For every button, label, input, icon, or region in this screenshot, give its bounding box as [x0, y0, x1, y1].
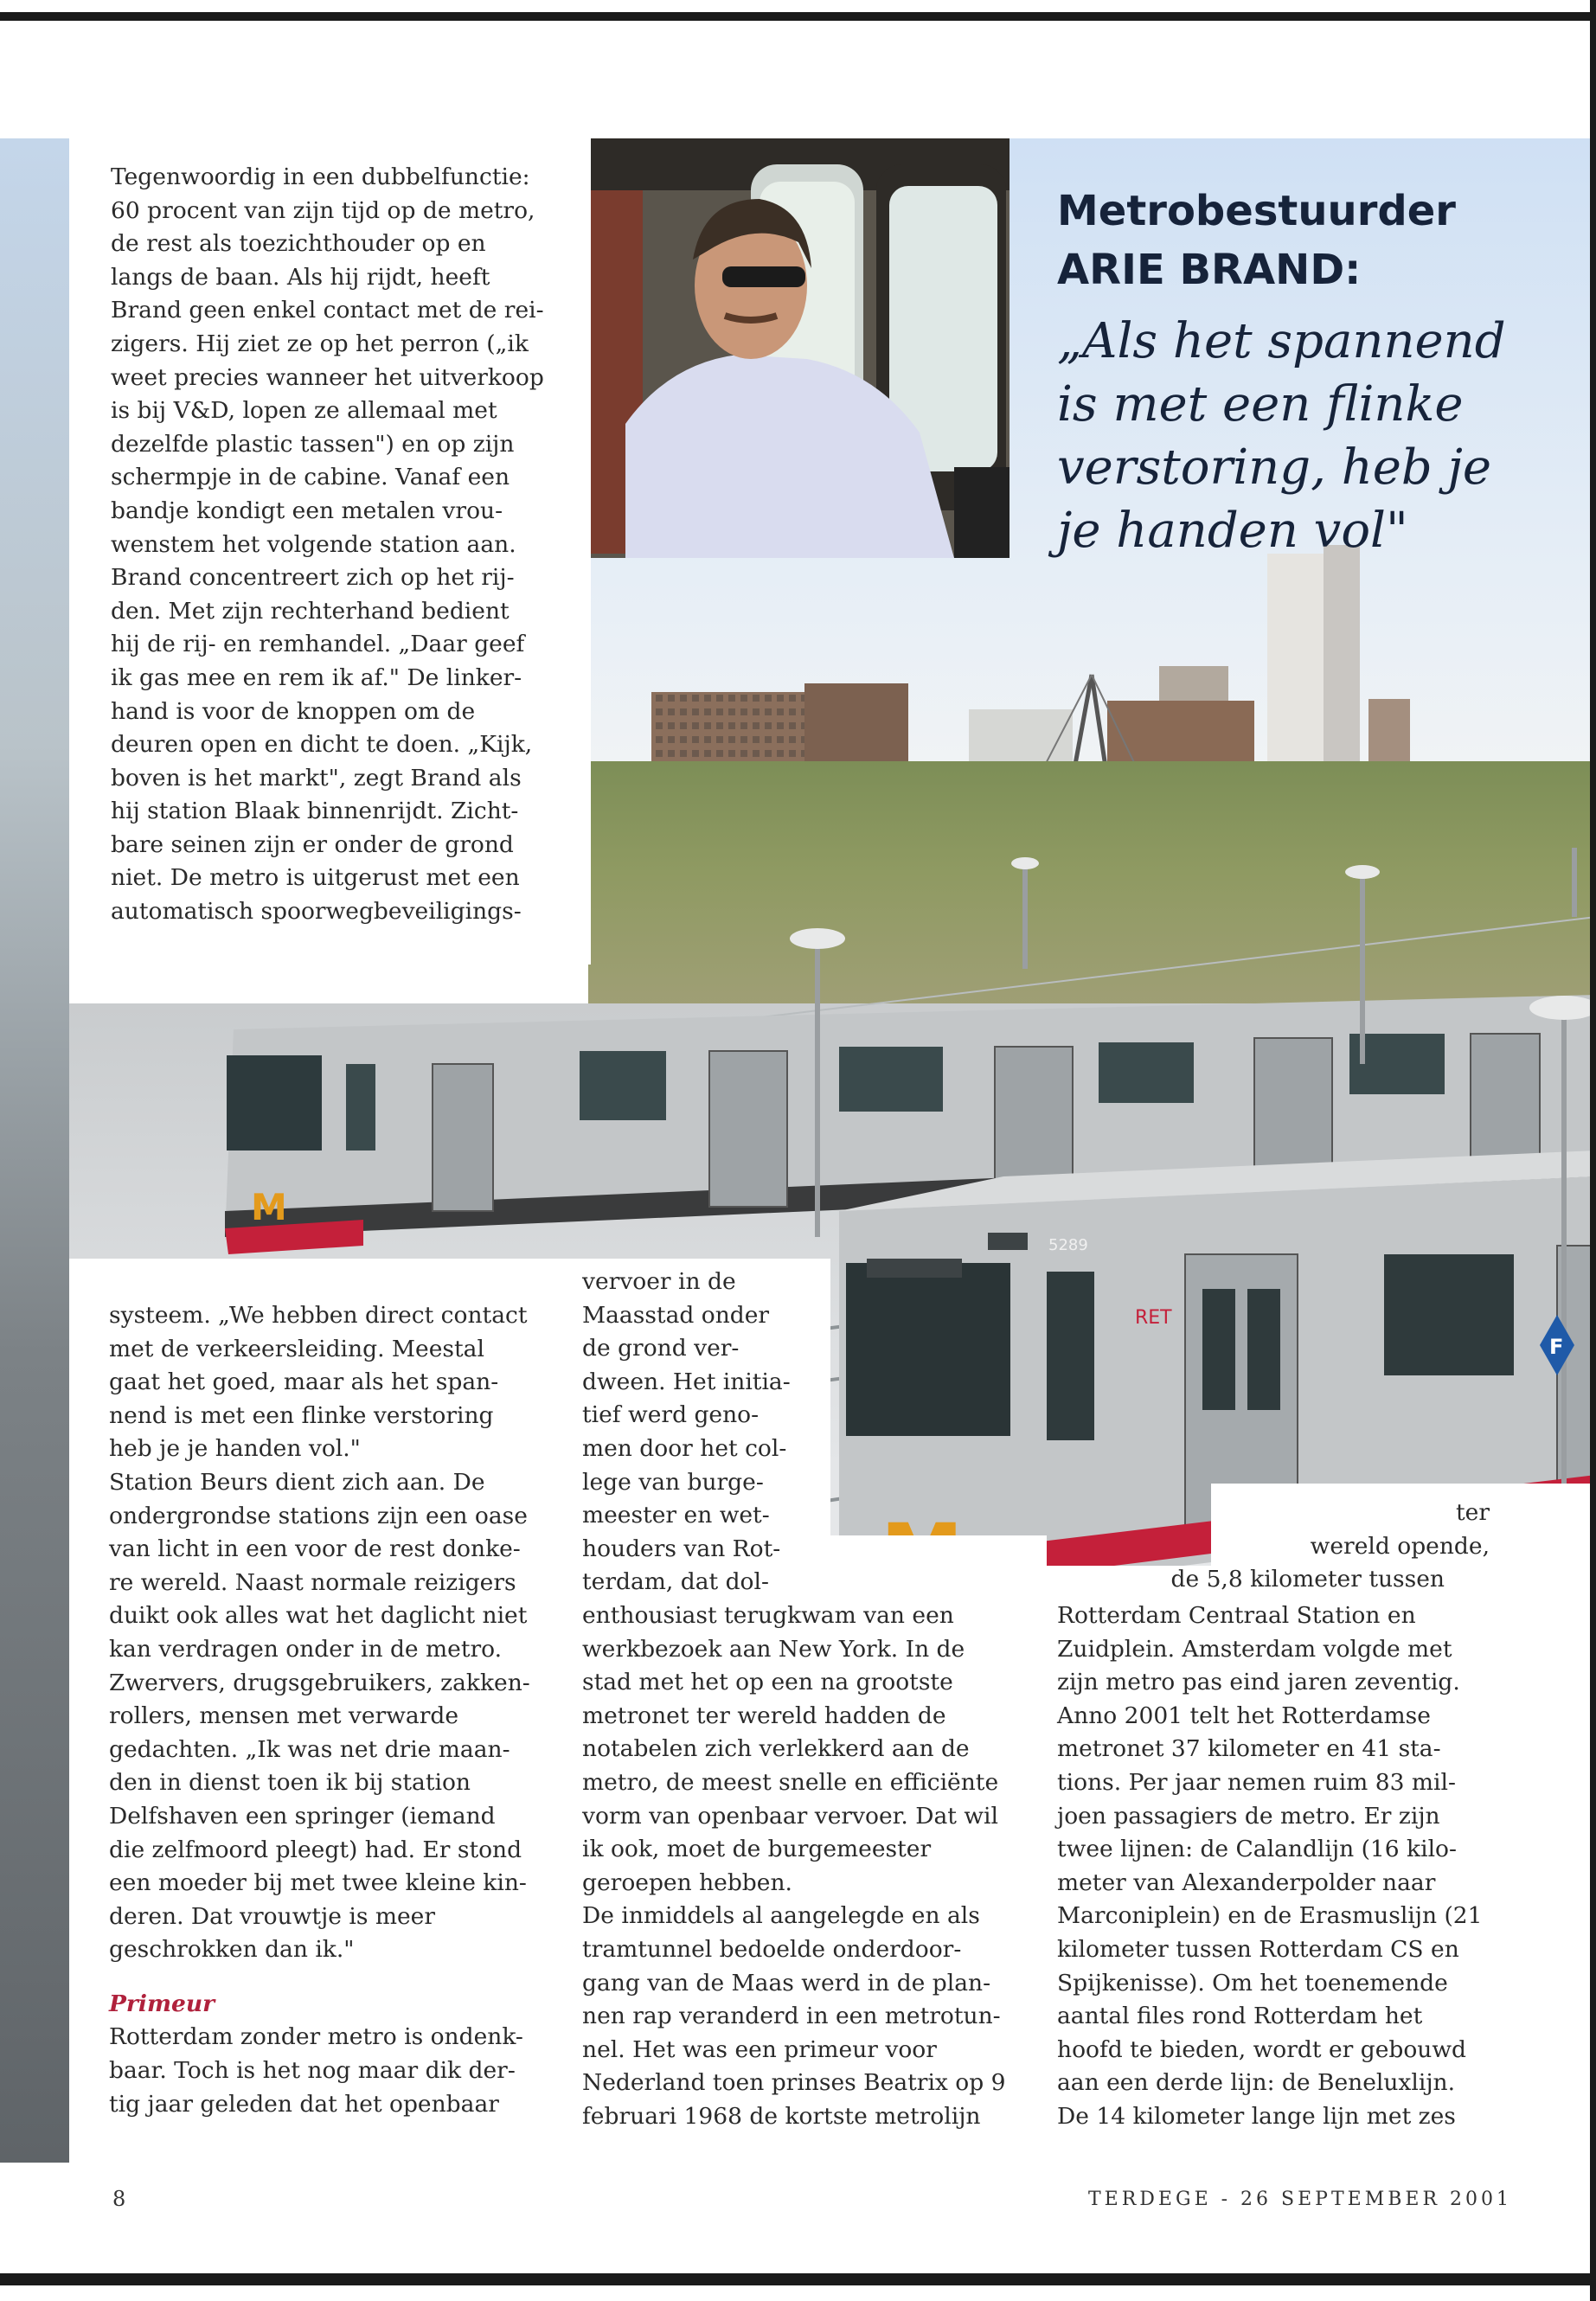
- text-line: houders van Rot-: [582, 1535, 781, 1562]
- text-line: notabelen zich verlekkerd aan de: [582, 1735, 970, 1763]
- text-line: De inmiddels al aangelegde en als: [582, 1902, 980, 1930]
- text-line: re wereld. Naast normale reizigers: [109, 1568, 516, 1596]
- text-line: Brand concentreert zich op het rij-: [111, 564, 515, 592]
- text-line: tig jaar geleden dat het openbaar: [109, 2090, 499, 2118]
- text-line: terdam, dat dol-: [582, 1568, 769, 1596]
- text-line: enthousiast terugkwam van een: [582, 1602, 954, 1629]
- text-line: baar. Toch is het nog maar dik der-: [109, 2057, 516, 2085]
- text-line: is bij V&D, lopen ze allemaal met: [111, 397, 497, 425]
- column-1: [109, 1299, 559, 2121]
- text-line: hij de rij- en remhandel. „Daar geef: [111, 631, 525, 658]
- text-line: lege van burge-: [582, 1468, 764, 1496]
- text-line: wereld opende,: [1310, 1532, 1490, 1560]
- text-line: meester en wet-: [582, 1502, 770, 1529]
- text-line: geroepen hebben.: [582, 1868, 792, 1896]
- text-line: Tegenwoordig in een dubbelfunctie:: [111, 163, 530, 190]
- text-line: Spijkenisse). Om het toenemende: [1057, 1969, 1448, 1997]
- text-line: ter: [1456, 1499, 1490, 1526]
- platform-sign-icon: [1540, 1315, 1574, 1375]
- text-line: gaat het goed, maar als het span-: [109, 1368, 499, 1396]
- text-line: kilometer tussen Rotterdam CS en: [1057, 1935, 1459, 1963]
- text-line: heb je je handen vol.": [109, 1435, 361, 1463]
- text-line: hoofd te bieden, wordt er gebouwd: [1057, 2035, 1467, 2063]
- text-line: Anno 2001 telt het Rotterdamse: [1057, 1702, 1431, 1729]
- top-rule: [0, 12, 1596, 21]
- text-line: Nederland toen prinses Beatrix op 9: [582, 2069, 1006, 2097]
- subhead-primeur: Primeur: [109, 1990, 215, 2017]
- text-line: weet precies wanneer het uitverkoop: [111, 363, 544, 391]
- text-line: Zwervers, drugsgebruikers, zakken-: [109, 1669, 530, 1696]
- text-line: gedachten. „Ik was net drie maan-: [109, 1735, 510, 1763]
- train-operator-mark: RET: [1135, 1307, 1172, 1329]
- text-line: bare seinen zijn er onder de grond: [111, 830, 514, 858]
- text-line: stad met het op een na grootste: [582, 1669, 953, 1696]
- train-number: 5289: [1048, 1236, 1088, 1254]
- text-line: Marconiplein) en de Erasmuslijn (21: [1057, 1902, 1483, 1930]
- text-line: geschrokken dan ik.": [109, 1936, 355, 1964]
- running-footer: TERDEGE - 26 SEPTEMBER 2001: [1088, 2189, 1513, 2210]
- text-line: De 14 kilometer lange lijn met zes: [1057, 2102, 1456, 2130]
- right-edge: [1590, 0, 1596, 2301]
- portrait-photo: [591, 138, 1010, 558]
- text-line: de grond ver-: [582, 1335, 740, 1362]
- text-line: dezelfde plastic tassen") en op zijn: [111, 430, 515, 458]
- text-line: twee lijnen: de Calandlijn (16 kilo-: [1057, 1836, 1457, 1863]
- text-line: wenstem het volgende station aan.: [111, 530, 516, 558]
- text-line: den in dienst toen ik bij station: [109, 1769, 471, 1797]
- quote-line: „Als het spannend: [1057, 313, 1506, 369]
- text-line: met de verkeersleiding. Meestal: [109, 1335, 484, 1362]
- text-line: hand is voor de knoppen om de: [111, 697, 476, 725]
- column-2-narrow: [582, 1266, 833, 1599]
- headline-line2: ARIE BRAND:: [1057, 246, 1362, 294]
- text-line: joen passagiers de metro. Er zijn: [1057, 1802, 1440, 1830]
- text-line: tions. Per jaar nemen ruim 83 mil-: [1057, 1768, 1456, 1796]
- text-line: 60 procent van zijn tijd op de metro,: [111, 196, 535, 224]
- text-line: deren. Dat vrouwtje is meer: [109, 1902, 436, 1930]
- text-line: kan verdragen onder in de metro.: [109, 1635, 503, 1663]
- text-line: metronet ter wereld hadden de: [582, 1702, 946, 1729]
- text-line: langs de baan. Als hij rijdt, heeft: [111, 263, 490, 291]
- text-line: nen rap veranderd in een metrotun-: [582, 2003, 1001, 2030]
- text-line: bandje kondigt een metalen vrou-: [111, 497, 503, 524]
- text-line: ik gas mee en rem ik af." De linker-: [111, 663, 522, 691]
- text-line: tief werd geno-: [582, 1401, 760, 1429]
- text-line: niet. De metro is uitgerust met een: [111, 864, 520, 892]
- train-back-logo: M: [251, 1186, 287, 1228]
- text-line: Rotterdam zonder metro is ondenk-: [109, 2023, 523, 2051]
- text-line: Delfshaven een springer (iemand: [109, 1802, 496, 1830]
- quote-line: verstoring, heb je: [1057, 439, 1492, 496]
- text-line: februari 1968 de kortste metrolijn: [582, 2102, 981, 2130]
- text-line: nel. Het was een primeur voor: [582, 2035, 937, 2063]
- text-line: een moeder bij met twee kleine kin-: [109, 1869, 527, 1897]
- text-line: ik ook, moet de burgemeester: [582, 1836, 932, 1863]
- text-line: deuren open en dicht te doen. „Kijk,: [111, 731, 533, 759]
- quote-line: je handen vol": [1057, 503, 1408, 559]
- text-line: Zuidplein. Amsterdam volgde met: [1057, 1635, 1452, 1663]
- text-line: gang van de Maas werd in de plan-: [582, 1969, 991, 1997]
- headline-line1: Metrobestuurder: [1057, 187, 1456, 235]
- text-line: duikt ook alles wat het daglicht niet: [109, 1602, 528, 1630]
- headline-quote: [1057, 310, 1506, 562]
- text-line: systeem. „We hebben direct contact: [109, 1302, 528, 1329]
- text-line: die zelfmoord pleegt) had. Er stond: [109, 1836, 522, 1863]
- text-line: de 5,8 kilometer tussen: [1170, 1566, 1445, 1593]
- bottom-rule: [0, 2273, 1596, 2285]
- text-line: vorm van openbaar vervoer. Dat wil: [582, 1802, 999, 1830]
- text-line: rollers, mensen met verwarde: [109, 1702, 459, 1730]
- text-line: tramtunnel bedoelde onderdoor-: [582, 1935, 962, 1963]
- text-line: vervoer in de: [582, 1268, 736, 1295]
- column-2: [582, 1599, 1045, 2134]
- text-line: werkbezoek aan New York. In de: [582, 1635, 965, 1663]
- photo-left-strip: [0, 138, 69, 2163]
- headline: [1057, 182, 1456, 299]
- text-line: den. Met zijn rechterhand bedient: [111, 597, 510, 625]
- page-number: 8: [112, 2187, 126, 2211]
- text-line: boven is het markt", zegt Brand als: [111, 764, 522, 792]
- column-3-lead: [1057, 1497, 1490, 1597]
- text-line: Maasstad onder: [582, 1301, 770, 1329]
- text-line: Brand geen enkel contact met de rei-: [111, 297, 544, 324]
- quote-line: is met een flinke: [1057, 376, 1464, 433]
- text-line: men door het col-: [582, 1434, 787, 1462]
- text-line: Station Beurs dient zich aan. De: [109, 1468, 485, 1496]
- text-line: de rest als toezichthouder op en: [111, 230, 486, 258]
- text-line: automatisch spoorwegbeveiligings-: [111, 898, 522, 926]
- text-line: meter van Alexanderpolder naar: [1057, 1868, 1436, 1896]
- text-line: dween. Het initia-: [582, 1368, 791, 1395]
- text-line: Rotterdam Centraal Station en: [1057, 1602, 1416, 1629]
- text-line: zigers. Hij ziet ze op het perron („ik: [111, 330, 529, 357]
- text-line: aan een derde lijn: de Beneluxlijn.: [1057, 2069, 1456, 2097]
- text-line: hij station Blaak binnenrijdt. Zicht-: [111, 798, 519, 825]
- text-line: metro, de meest snelle en efficiënte: [582, 1768, 999, 1796]
- text-line: van licht in een voor de rest donke-: [109, 1535, 521, 1563]
- text-line: zijn metro pas eind jaren zeventig.: [1057, 1669, 1460, 1696]
- column-top: [111, 161, 582, 929]
- text-line: nend is met een flinke verstoring: [109, 1401, 494, 1429]
- column-3: [1057, 1599, 1576, 2134]
- text-line: ondergrondse stations zijn een oase: [109, 1502, 528, 1529]
- text-line: aantal files rond Rotterdam het: [1057, 2003, 1423, 2030]
- svg-text:F: F: [1549, 1335, 1564, 1359]
- text-line: metronet 37 kilometer en 41 sta-: [1057, 1735, 1441, 1763]
- text-line: schermpje in de cabine. Vanaf een: [111, 464, 510, 491]
